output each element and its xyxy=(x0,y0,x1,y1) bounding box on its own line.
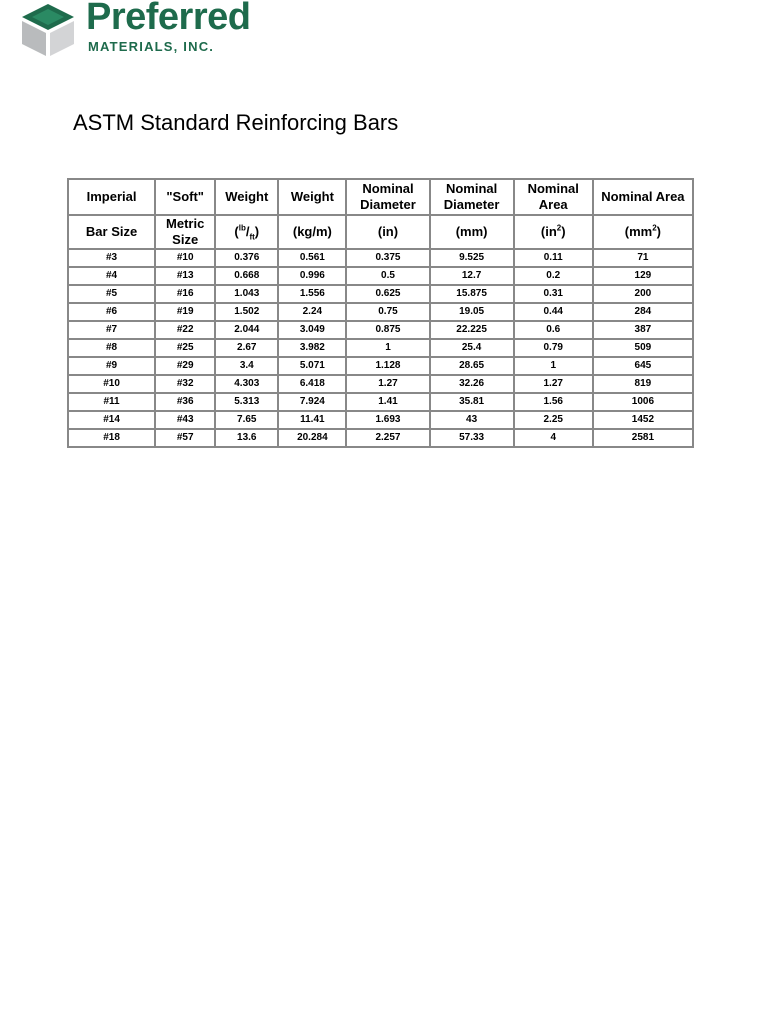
table-cell: 1.27 xyxy=(346,375,429,393)
table-cell: 1 xyxy=(346,339,429,357)
table-cell: #18 xyxy=(68,429,155,447)
unit-in: in xyxy=(545,224,557,239)
table-cell: 0.996 xyxy=(278,267,346,285)
header-weight-lb: Weight xyxy=(215,179,278,215)
table-cell: 5.071 xyxy=(278,357,346,375)
table-cell: 4 xyxy=(514,429,593,447)
table-cell: 1.27 xyxy=(514,375,593,393)
header-metric-size: Metric Size xyxy=(155,215,215,249)
table-cell: 129 xyxy=(593,267,693,285)
header-diameter-mm: Nominal Diameter xyxy=(430,179,514,215)
table-cell: 2.257 xyxy=(346,429,429,447)
table-cell: 0.561 xyxy=(278,249,346,267)
table-cell: 19.05 xyxy=(430,303,514,321)
header-diameter-in: Nominal Diameter xyxy=(346,179,429,215)
header-unit-kgm: (kg/m) xyxy=(278,215,346,249)
table-cell: 0.668 xyxy=(215,267,278,285)
table-cell: 3.049 xyxy=(278,321,346,339)
cube-logo-icon xyxy=(18,2,78,58)
unit-mm: mm xyxy=(629,224,653,239)
header-row-bottom xyxy=(68,215,693,249)
header-unit-mm: (mm) xyxy=(430,215,514,249)
table-row xyxy=(68,321,693,339)
table-cell: 71 xyxy=(593,249,693,267)
table-cell: 1 xyxy=(514,357,593,375)
table-row xyxy=(68,429,693,447)
table-cell: 9.525 xyxy=(430,249,514,267)
company-logo xyxy=(18,2,278,58)
table-cell: 0.376 xyxy=(215,249,278,267)
table-cell: 11.41 xyxy=(278,411,346,429)
table-cell: 7.924 xyxy=(278,393,346,411)
rebar-table xyxy=(67,178,694,448)
header-soft: "Soft" xyxy=(155,179,215,215)
table-cell: 20.284 xyxy=(278,429,346,447)
header-imperial: Imperial xyxy=(68,179,155,215)
table-cell: #19 xyxy=(155,303,215,321)
table-cell: 1452 xyxy=(593,411,693,429)
table-cell: 0.11 xyxy=(514,249,593,267)
table-cell: #4 xyxy=(68,267,155,285)
table-cell: 645 xyxy=(593,357,693,375)
table-cell: 43 xyxy=(430,411,514,429)
table-cell: #22 xyxy=(155,321,215,339)
table-cell: 284 xyxy=(593,303,693,321)
table-cell: 0.625 xyxy=(346,285,429,303)
table-cell: 819 xyxy=(593,375,693,393)
table-cell: 387 xyxy=(593,321,693,339)
header-row-top xyxy=(68,179,693,215)
table-cell: 1.502 xyxy=(215,303,278,321)
table-cell: 0.875 xyxy=(346,321,429,339)
page-title: ASTM Standard Reinforcing Bars xyxy=(73,110,399,135)
rebar-table-body xyxy=(68,249,693,447)
table-row xyxy=(68,375,693,393)
table-row xyxy=(68,267,693,285)
table-cell: 1.043 xyxy=(215,285,278,303)
table-cell: 0.2 xyxy=(514,267,593,285)
table-cell: #8 xyxy=(68,339,155,357)
table-cell: #36 xyxy=(155,393,215,411)
table-cell: 1.693 xyxy=(346,411,429,429)
table-cell: 15.875 xyxy=(430,285,514,303)
table-row xyxy=(68,303,693,321)
table-cell: 6.418 xyxy=(278,375,346,393)
table-cell: #11 xyxy=(68,393,155,411)
table-cell: 22.225 xyxy=(430,321,514,339)
table-cell: 1.56 xyxy=(514,393,593,411)
unit-in-sup: 2 xyxy=(556,223,562,233)
table-cell: #57 xyxy=(155,429,215,447)
table-cell: 0.6 xyxy=(514,321,593,339)
table-cell: #6 xyxy=(68,303,155,321)
table-cell: 1.556 xyxy=(278,285,346,303)
table-cell: #5 xyxy=(68,285,155,303)
table-cell: 1.41 xyxy=(346,393,429,411)
table-cell: 28.65 xyxy=(430,357,514,375)
table-cell: #14 xyxy=(68,411,155,429)
header-area-mm: Nominal Area xyxy=(593,179,693,215)
table-cell: #25 xyxy=(155,339,215,357)
table-cell: 57.33 xyxy=(430,429,514,447)
table-cell: #29 xyxy=(155,357,215,375)
table-cell: 0.79 xyxy=(514,339,593,357)
table-cell: 25.4 xyxy=(430,339,514,357)
table-cell: 3.982 xyxy=(278,339,346,357)
company-name: Preferred xyxy=(86,0,251,38)
table-row xyxy=(68,249,693,267)
table-cell: 0.5 xyxy=(346,267,429,285)
table-cell: #13 xyxy=(155,267,215,285)
table-cell: 509 xyxy=(593,339,693,357)
table-cell: 0.44 xyxy=(514,303,593,321)
table-cell: 2.044 xyxy=(215,321,278,339)
unit-mm-sup: 2 xyxy=(652,223,657,233)
table-cell: #3 xyxy=(68,249,155,267)
table-cell: 2.67 xyxy=(215,339,278,357)
header-unit-in: (in) xyxy=(346,215,429,249)
table-cell: #10 xyxy=(68,375,155,393)
table-cell: 1006 xyxy=(593,393,693,411)
table-cell: 3.4 xyxy=(215,357,278,375)
table-cell: 2.24 xyxy=(278,303,346,321)
header-area-in: Nominal Area xyxy=(514,179,593,215)
company-subtitle: MATERIALS, INC. xyxy=(88,39,215,54)
header-unit-mm2: $(mm^2)$ xyxy=(593,215,693,249)
header-unit-lbft: $(^{lb}/_{ft})$ xyxy=(215,215,278,249)
unit-ft: ft xyxy=(249,232,255,242)
unit-lb: lb xyxy=(238,223,246,233)
table-cell: 2581 xyxy=(593,429,693,447)
table-cell: 13.6 xyxy=(215,429,278,447)
table-cell: 5.313 xyxy=(215,393,278,411)
table-cell: 35.81 xyxy=(430,393,514,411)
table-row xyxy=(68,393,693,411)
table-cell: 4.303 xyxy=(215,375,278,393)
table-cell: #32 xyxy=(155,375,215,393)
table-cell: 1.128 xyxy=(346,357,429,375)
table-cell: #9 xyxy=(68,357,155,375)
table-cell: 2.25 xyxy=(514,411,593,429)
header-unit-in2: $(in^2)$ xyxy=(514,215,593,249)
table-cell: #7 xyxy=(68,321,155,339)
table-cell: 32.26 xyxy=(430,375,514,393)
table-cell: 0.375 xyxy=(346,249,429,267)
table-cell: #43 xyxy=(155,411,215,429)
table-cell: 200 xyxy=(593,285,693,303)
header-weight-kg: Weight xyxy=(278,179,346,215)
table-cell: #10 xyxy=(155,249,215,267)
table-cell: 12.7 xyxy=(430,267,514,285)
table-row xyxy=(68,339,693,357)
table-row xyxy=(68,357,693,375)
header-bar-size: Bar Size xyxy=(68,215,155,249)
table-cell: 0.75 xyxy=(346,303,429,321)
table-cell: 7.65 xyxy=(215,411,278,429)
table-row xyxy=(68,411,693,429)
table-row xyxy=(68,285,693,303)
table-cell: #16 xyxy=(155,285,215,303)
table-cell: 0.31 xyxy=(514,285,593,303)
